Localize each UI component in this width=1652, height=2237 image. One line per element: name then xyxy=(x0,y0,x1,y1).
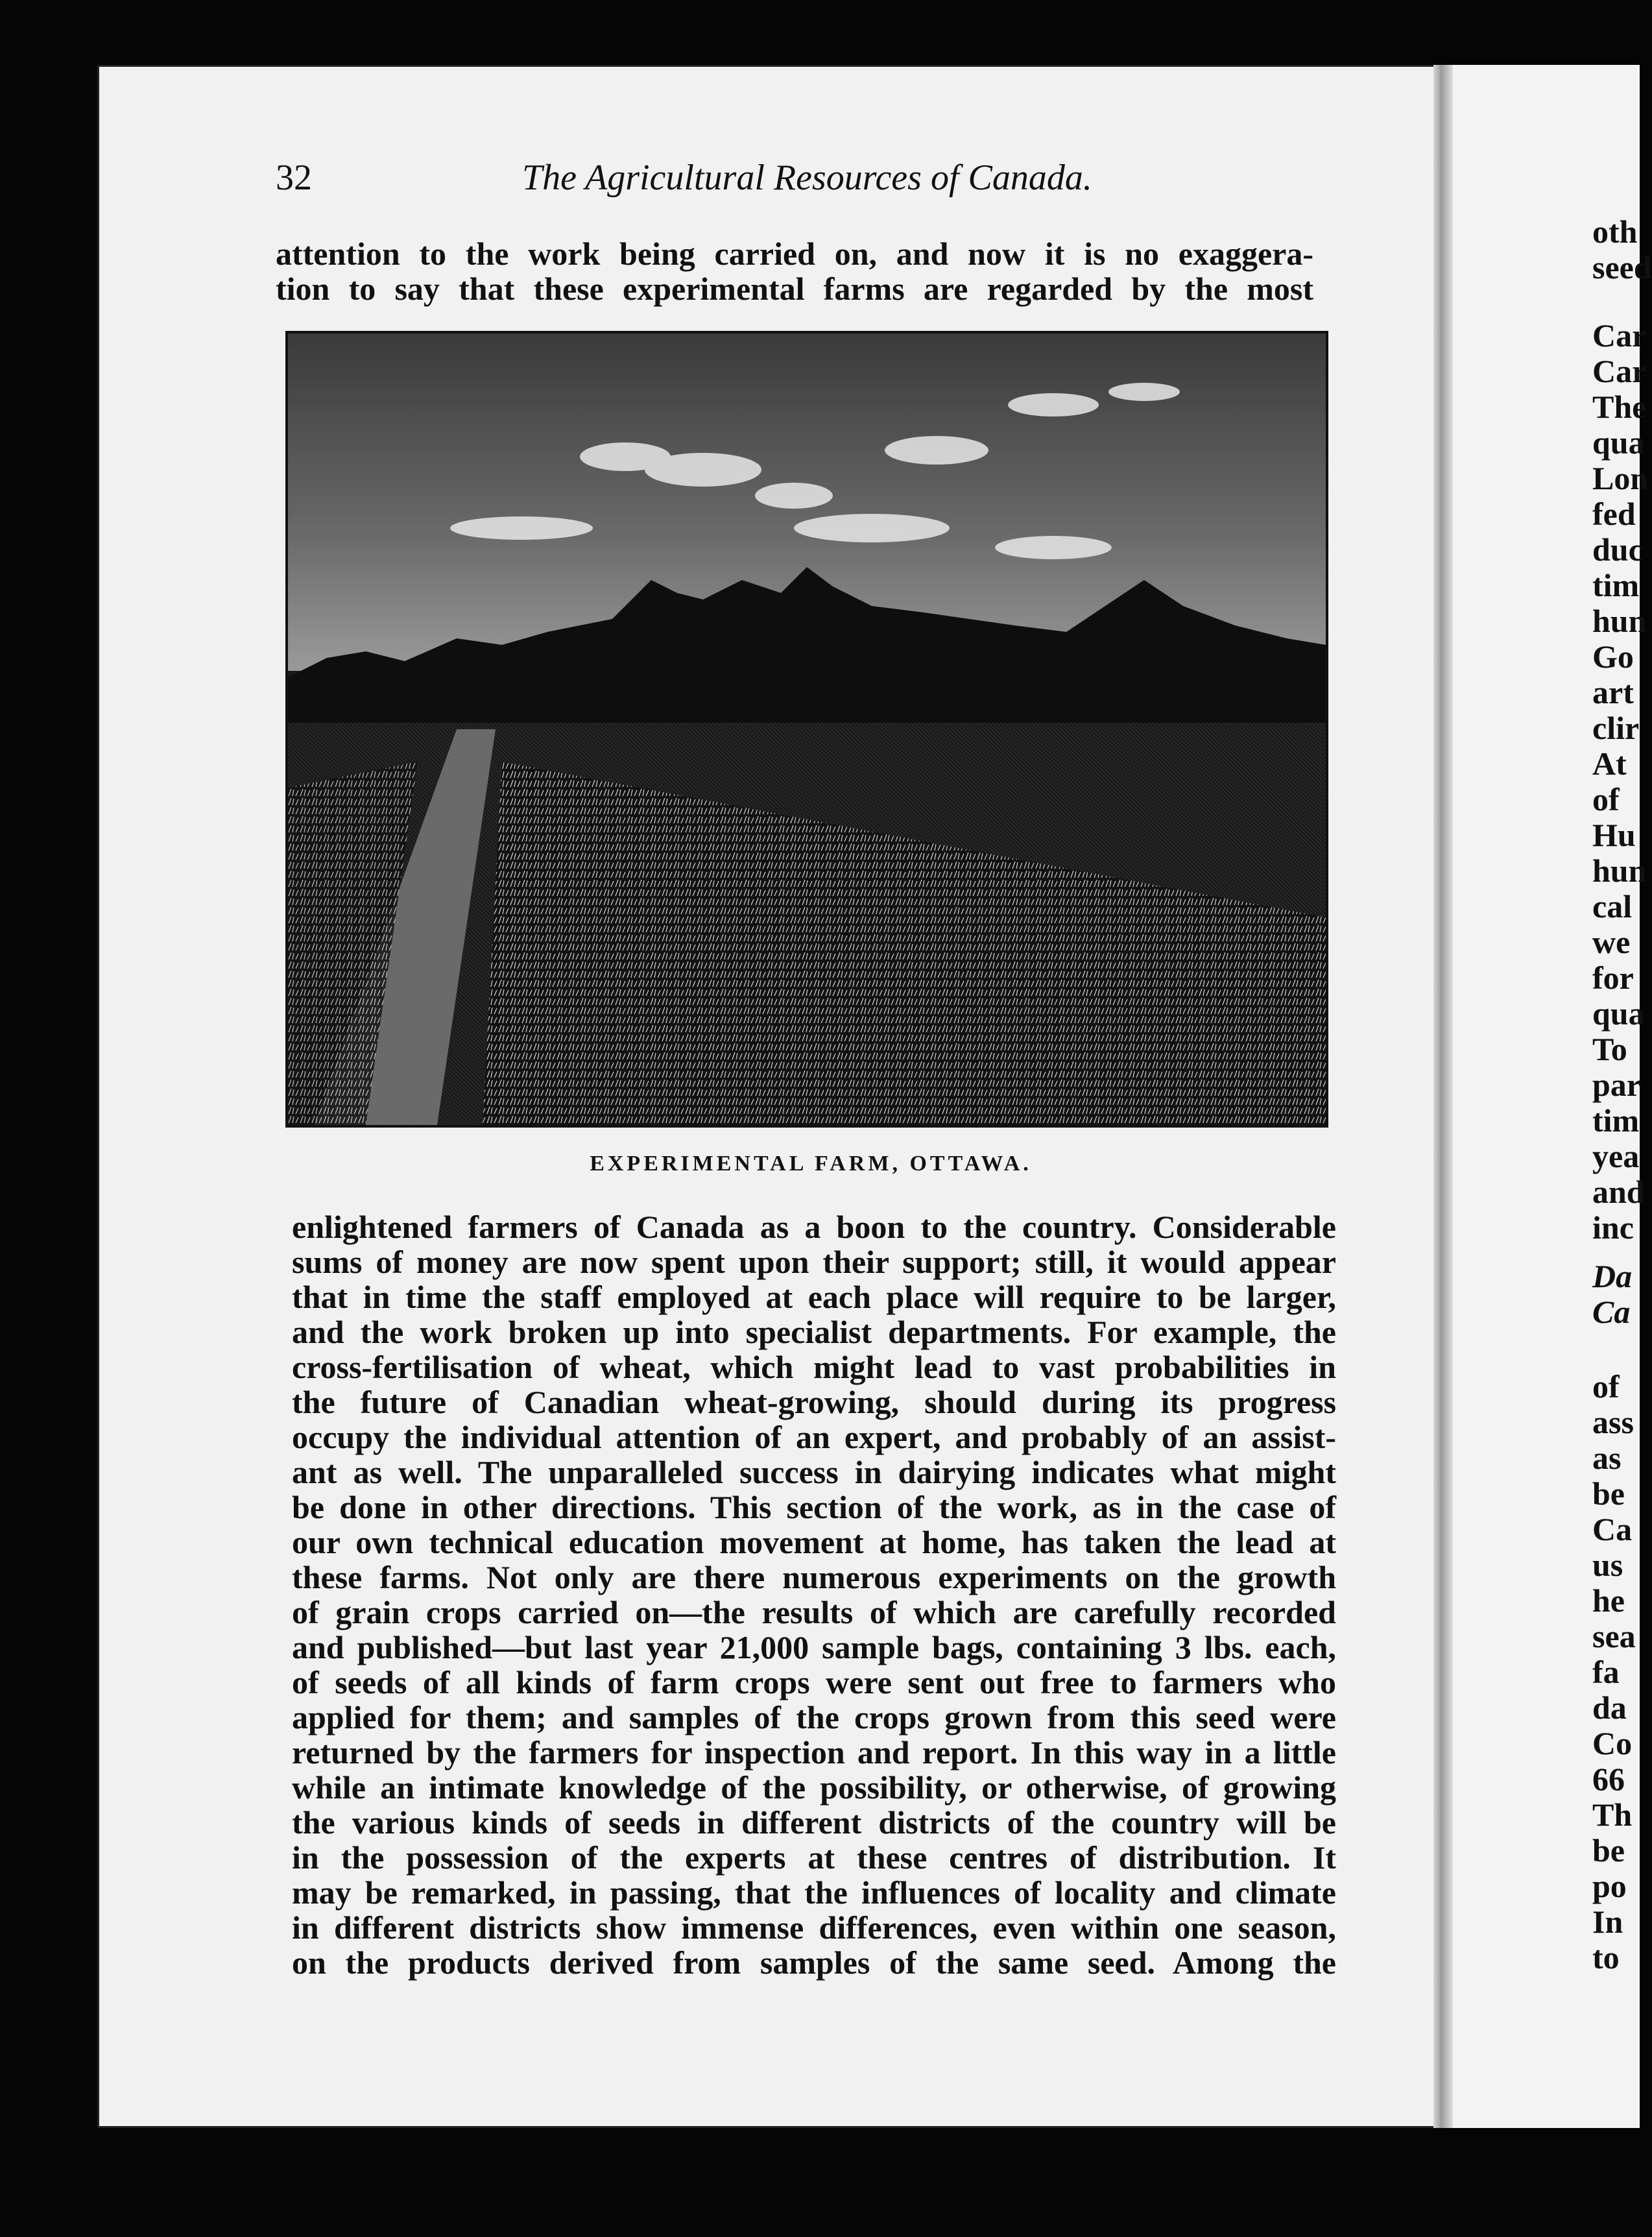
text-line: enlightened farmers of Canada as a boon to the country. Considerable xyxy=(292,1209,1336,1245)
fragment: be xyxy=(1592,1475,1625,1512)
fragment: fed xyxy=(1592,496,1636,532)
top-paragraph xyxy=(276,236,1313,306)
text-line: ant as well. The unparalleled success in dairying indicates what might xyxy=(292,1454,1336,1490)
fragment: us xyxy=(1592,1547,1623,1583)
fragment: of xyxy=(1592,781,1620,817)
text-line: cross-fertilisation of wheat, which might lead to vast probabilities in xyxy=(292,1349,1336,1385)
fragment: fa xyxy=(1592,1654,1620,1690)
facing-page-fragments-1 xyxy=(1592,318,1651,1246)
text-line: in different districts show immense differences, even within one season, xyxy=(292,1909,1336,1946)
fragment: hun xyxy=(1592,852,1647,889)
text-line: attention to the work being carried on, and now it is no exaggera- xyxy=(276,236,1313,272)
fragment: qua xyxy=(1592,995,1645,1032)
text-line: and published—but last year 21,000 sample bags, containing 3 lbs. each, xyxy=(292,1629,1336,1665)
fragment: cal xyxy=(1592,888,1633,925)
fragment: Ca xyxy=(1592,1294,1631,1330)
text-line: of grain crops carried on—the results of which are carefully recorded xyxy=(292,1594,1336,1630)
fragment: to xyxy=(1592,1939,1620,1976)
text-line: be done in other directions. This section of the work, as in the case of xyxy=(292,1489,1336,1525)
fragment: inc xyxy=(1592,1209,1634,1246)
engraving-illustration xyxy=(285,331,1328,1128)
text-line: while an intimate knowledge of the possibility, or otherwise, of growing xyxy=(292,1769,1336,1806)
text-line: on the products derived from samples of the same seed. Among the xyxy=(292,1944,1336,1981)
fragment: ass xyxy=(1592,1404,1634,1440)
farm-engraving xyxy=(288,333,1326,1125)
fragment: be xyxy=(1592,1832,1625,1868)
fragment: tim xyxy=(1592,567,1640,603)
text-line: returned by the farmers for inspection and report. In this way in a little xyxy=(292,1734,1336,1771)
text-line: tion to say that these experimental farms are regarded by the most xyxy=(276,271,1313,307)
fragment: seed xyxy=(1592,249,1652,285)
text-line: may be remarked, in passing, that the influences of locality and climate xyxy=(292,1874,1336,1911)
fragment: Go xyxy=(1592,638,1634,675)
fragment: Co xyxy=(1592,1725,1633,1761)
fragment: clir xyxy=(1592,710,1640,746)
text-line: applied for them; and samples of the crops grown from this seed were xyxy=(292,1699,1336,1735)
fragment: for xyxy=(1592,960,1634,996)
fragment: Hu xyxy=(1592,817,1636,853)
fragment: Ca xyxy=(1592,1511,1633,1547)
main-paragraph xyxy=(292,1209,1336,1980)
text-line: occupy the individual attention of an expert, and probably of an assist- xyxy=(292,1419,1336,1455)
fragment: as xyxy=(1592,1440,1622,1476)
fragment: we xyxy=(1592,924,1631,960)
text-line: and the work broken up into specialist departments. For example, the xyxy=(292,1314,1336,1350)
fragment: yea xyxy=(1592,1138,1640,1174)
running-title: The Agricultural Resources of Canada. xyxy=(522,158,1092,198)
fragment: sea xyxy=(1592,1618,1636,1654)
text-line: in the possession of the experts at these centres of distribution. It xyxy=(292,1839,1336,1876)
fragment: par xyxy=(1592,1067,1641,1103)
fragment: The xyxy=(1592,389,1647,425)
text-line: the future of Canadian wheat-growing, should during its progress xyxy=(292,1384,1336,1420)
fragment: Lon xyxy=(1592,460,1649,496)
fragment: In xyxy=(1592,1904,1623,1940)
text-line: the various kinds of seeds in different districts of the country will be xyxy=(292,1804,1336,1841)
fragment: oth xyxy=(1592,213,1638,250)
facing-page-fragments-2 xyxy=(1592,1369,1651,1976)
fragment: da xyxy=(1592,1689,1627,1726)
fragment: hun xyxy=(1592,603,1647,639)
facing-page-top-fragments xyxy=(1592,214,1651,285)
text-line: that in time the staff employed at each place will require to be larger, xyxy=(292,1279,1336,1315)
fragment: Th xyxy=(1592,1796,1633,1833)
fragment: tim xyxy=(1592,1102,1640,1139)
text-line: these farms. Not only are there numerous experiments on the growth xyxy=(292,1559,1336,1595)
text-line: sums of money are now spent upon their support; still, it would appear xyxy=(292,1244,1336,1280)
book-gutter xyxy=(1433,65,1453,2128)
fragment: Car xyxy=(1592,317,1647,354)
fragment: po xyxy=(1592,1868,1627,1904)
fragment: 66 xyxy=(1592,1761,1625,1797)
page-header xyxy=(276,157,1352,209)
fragment: art xyxy=(1592,674,1634,710)
illustration-caption: EXPERIMENTAL FARM, OTTAWA. xyxy=(590,1152,1032,1176)
fragment: he xyxy=(1592,1582,1625,1619)
fragment: duc xyxy=(1592,531,1643,568)
fragment: and xyxy=(1592,1174,1645,1210)
fragment: of xyxy=(1592,1368,1620,1405)
fragment: qua xyxy=(1592,424,1645,461)
page-number: 32 xyxy=(276,158,312,198)
facing-page-italic-fragments xyxy=(1592,1259,1651,1330)
fragment: To xyxy=(1592,1031,1627,1067)
text-line: our own technical education movement at home, has taken the lead at xyxy=(292,1524,1336,1560)
fragment: Da xyxy=(1592,1258,1633,1294)
fragment: Car xyxy=(1592,353,1647,389)
fragment: At xyxy=(1592,745,1627,782)
text-line: of seeds of all kinds of farm crops were sent out free to farmers who xyxy=(292,1664,1336,1700)
